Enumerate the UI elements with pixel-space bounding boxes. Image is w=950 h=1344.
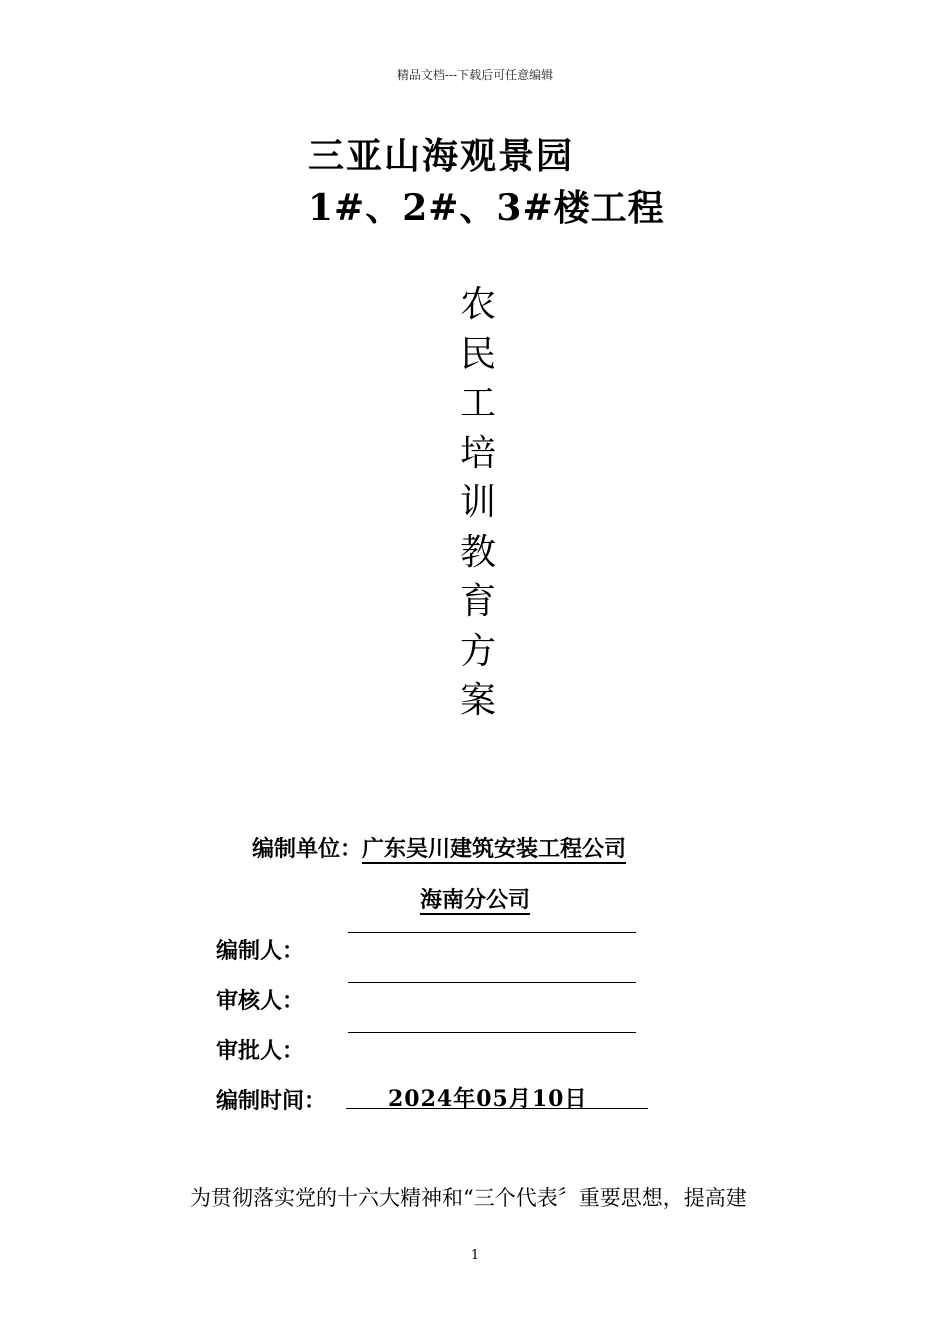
vertical-title-char: 育 <box>459 581 496 622</box>
vertical-title-char: 教 <box>459 531 496 573</box>
vertical-title-char: 案 <box>459 680 496 721</box>
vertical-title <box>456 280 500 726</box>
approver-signature-line <box>348 1032 636 1033</box>
page-number: 1 <box>470 1248 480 1263</box>
reviewer-signature-line <box>348 982 636 983</box>
vertical-title-char: 工 <box>459 383 496 424</box>
compile-time-field <box>346 1082 648 1112</box>
compile-unit-value: 广东吴川建筑安装工程公司 <box>362 836 627 862</box>
vertical-title-char: 方 <box>459 630 496 672</box>
vertical-title-char: 培 <box>459 432 496 474</box>
compile-time-value: 2024年05月10日 <box>388 1086 588 1112</box>
vertical-title-char: 农 <box>459 284 496 325</box>
compiler-label: 编制人： <box>216 938 305 964</box>
vertical-title-char: 民 <box>459 333 496 375</box>
body-paragraph: 为贯彻落实党的十六大精神和“三个代表〞重要思想，提高建 <box>190 1186 747 1210</box>
compiler-signature-line <box>348 932 636 933</box>
compile-unit-branch <box>0 883 950 914</box>
document-title-line2: 1#、2#、3#楼工程 <box>308 187 665 229</box>
page-header: 精品文档---下载后可任意编辑 <box>396 68 554 82</box>
document-title-line1: 三亚山海观景园 <box>308 135 575 177</box>
compile-unit <box>252 832 626 863</box>
reviewer-label: 审核人： <box>216 988 305 1014</box>
vertical-title-char: 训 <box>459 482 496 523</box>
compile-unit-branch-value: 海南分公司 <box>419 887 530 913</box>
compile-unit-label: 编制单位： <box>252 836 363 862</box>
compile-time-label: 编制时间： <box>216 1088 327 1114</box>
approver-label: 审批人： <box>216 1038 305 1064</box>
